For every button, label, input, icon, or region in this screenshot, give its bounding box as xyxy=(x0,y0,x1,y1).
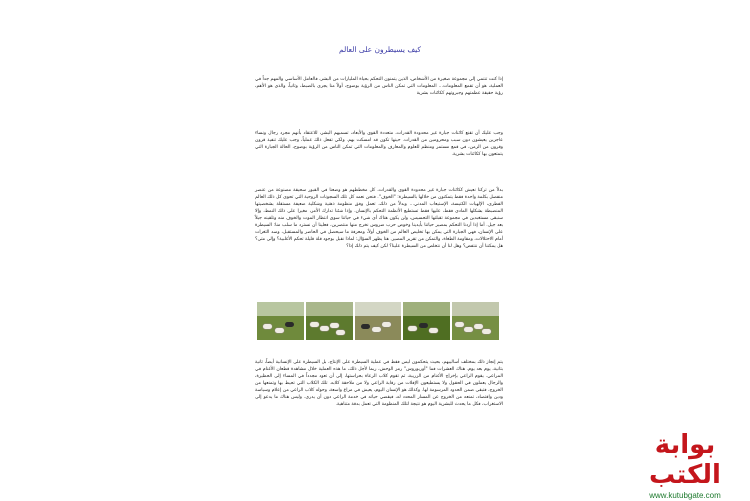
logo-text: بوابة الكتب xyxy=(649,430,721,490)
page-title: كيف يسيطرون على العالم xyxy=(339,45,421,54)
paragraph-1: إذا كنت تنتمي إلى مجموعة صغيرة من الأشخاص، الذين يتمنون التحكم بحياة المليارات من البشر، فالعامل الأساسي والمهم جداً في العملية، هو أن تقمع المعلومات... المعلومات التي تمكن الناس من الرؤية بوضوح، أولاً منا يجري بالضبط، وثانياً، والذي هو الأهم، رؤية حقيقة عظمتهم وجبروتهم ككائنات بشرية xyxy=(255,77,503,96)
sheep-photo xyxy=(452,302,499,340)
sheep-photo xyxy=(355,302,402,340)
paragraph-3: بدلاً من تركنا نعيش ككائنات جبارة غير محدودة القوى والقدرات، كل مخططهم هو وضعنا في القبور سحيقة مصنوعة من عنصر منفصل بكلمة واحدة فقط يتمكنون من خلالها بالسيطرة: "الخوف". فنحن نعمد كل تلك السجونات الروحية التي تحوي كل ذلك العالم الفطري، الإلهيات الكنيسة، الإستيعاب المدني... وبدلاً من ذلك، تعمل وفق منظومة ذهنية وشكلية ضعيفة مستقلة بشخصيتها المنضبطة بشكلها المادي فقط، عليها فقط تستطيع الأنظمة التحكم بالإنسان. وإذا شئنا تدارك الأمر، مغيرا على ذلك النمط، وإلا سنبقى مستغبدين في مجموعة تقبلتها التحسيس، ولن يكون هناك أي شيء في حياتنا سوى انتظار الموت والخوف منه وتلقينه جيلاً بعد جيل. أما إذا أردنا التحكم بمصير حياتنا بأيدينا وخوض حرب ضروس نخرج منها منتصرين، فعلينا أن نسترد ما سلب منا: السيطرة على الإنسان، فهي الجبارة التي يمكن بها تخليص العالم من الخوف أولاً، ومعرفة ما سيحصل في الحاضر والمستقبل، وسد الثغرات أمام الاحتلالات، ومقاومة الطغاة، والتمكن من تقرير المصير. هنا يظهر السؤال: لماذا نقبل بوجود قلة قليلة تحكم الأغلبية؟ وإلى متى؟ هل يمكننا أن ننتفض؟ وهل لنا أن نتخلص من السيطرة علينا؟ لكن كيف يتم ذلك إذا؟ xyxy=(255,188,503,249)
site-url-link[interactable]: www.kutubgate.com xyxy=(649,491,721,500)
sheep-photo xyxy=(403,302,450,340)
sheep-photo-strip xyxy=(257,302,499,340)
sheep-photo xyxy=(306,302,353,340)
site-logo[interactable] xyxy=(620,430,750,500)
paragraph-2: وجب عليك أن تقنع كائنات جبارة غير محدودة القدرات، متعددة القوى والأبعاد، تسميهم البشر، للاعتقاد بأنهم مجرد رجال ونساء عاجزين يعيشون دون سبب ومحرومين من القدرات. حينها تكون قد امسكت بهم. ولكي تفعل ذلك عملياً، وجب عليك تنفيذ قرون وقرون من الزمن، في قمع مستمر ومنظم للعلوم والمعارف والمعلومات التي تمكن الناس من الرؤية بوضوح، الحالة الجبارة التي يتمتعون بها ككائنات بشرية. xyxy=(255,131,503,157)
sheep-photo xyxy=(257,302,304,340)
paragraph-4: يتم إنجاز ذلك بمختلف أساليبهم، بحيث يتحكمون ليس فقط في عملية السيطرة على الإنتاج، بل السيطرة على الإنسانية أيضاً، ثانية بثانية، يوم بعد يوم. هناك العشرات فما "أوربوروس" رمز الوحش، ربما لأجل ذلك، ما هذه العملية خلال مشاهدة قطعان الأغنام في المراعي. يقوم الراعي بإخراج الأغنام من الزريبة، ثم تقوم كلاب الرعاة بحراستها، إلى أن تعود مجدداً في المساء إلى الحظيرة، والرجال يعملون في الحقول ولا يستطيعون الإفلات من رقابة الراعي ولا من ملاحقة كلابه. تلك الكلاب التي تحيط بها وتمنعها من الخروج، فتبقى ضمن الحدود المرسومة لها. وكذلك هو الإنسان اليوم، يعيش في مراع واسعة، وحوله كلاب الراعي من إعلام وسياسة ودين واقتصاد، تمنعه من الخروج عن المسار المحدد له، فيقضي حياته في خدمة الراعي دون أن يدري. وليس هناك ما يدعو إلى الاستغراب، فكل ما يحدث للبشرية اليوم هو نتيجة لتلك المنظومة التي تعمل بدقة متناهية. xyxy=(255,360,503,407)
